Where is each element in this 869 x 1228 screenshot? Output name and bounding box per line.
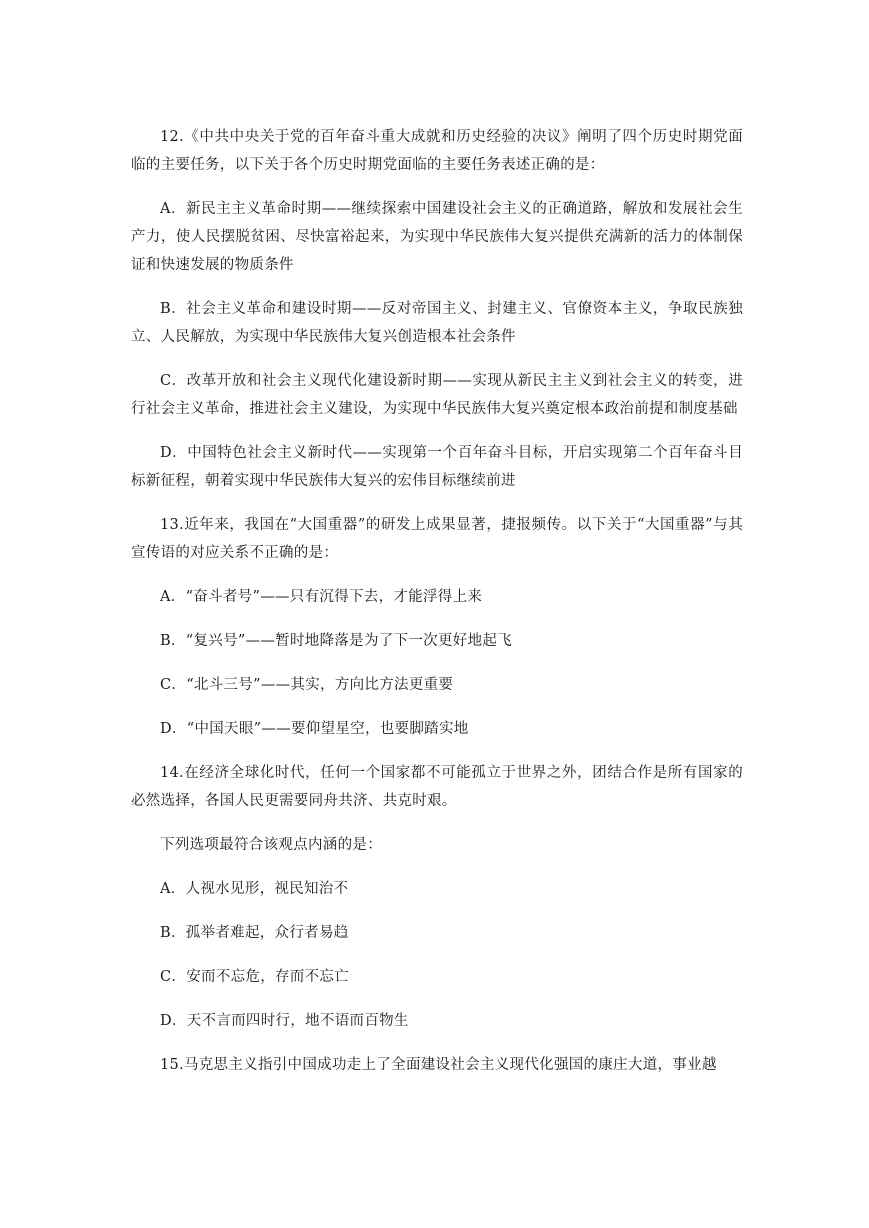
question-12-option-d: D．中国特色社会主义新时代——实现第一个百年奋斗目标，开启实现第二个百年奋斗目标新征程，朝着实现中华民族伟大复兴的宏伟目标继续前进: [131, 445, 743, 489]
question-14-option-c: C．安而不忘危，存而不忘亡: [160, 969, 349, 985]
question-13-stem: 13.近年来，我国在“大国重器”的研发上成果显著，捷报频传。以下关于“大国重器”与其宣传语的对应关系不正确的是：: [131, 517, 743, 561]
question-13-option-c: C．“北斗三号”——其实，方向比方法更重要: [160, 677, 454, 693]
question-14-option-b: B．孤举者难起，众行者易趋: [160, 925, 349, 941]
question-13-option-b: B．“复兴号”——暂时地降落是为了下一次更好地起飞: [160, 633, 512, 649]
question-14-sub-prompt: 下列选项最符合该观点内涵的是：: [160, 837, 382, 853]
question-12-option-b: B．社会主义革命和建设时期——反对帝国主义、封建主义、官僚资本主义，争取民族独立、人民解放，为实现中华民族伟大复兴创造根本社会条件: [131, 301, 743, 345]
question-12-stem: 12.《中共中央关于党的百年奋斗重大成就和历史经验的决议》阐明了四个历史时期党面临的主要任务，以下关于各个历史时期党面临的主要任务表述正确的是：: [131, 129, 743, 173]
question-14-option-d: D．天不言而四时行，地不语而百物生: [160, 1013, 409, 1029]
question-13-option-d: D．“中国天眼”——要仰望星空，也要脚踏实地: [160, 721, 469, 737]
question-14-option-a: A．人视水见形，视民知治不: [160, 881, 349, 897]
question-12-option-a: A．新民主主义革命时期——继续探索中国建设社会主义的正确道路，解放和发展社会生产力，使人民摆脱贫困、尽快富裕起来，为实现中华民族伟大复兴提供充满新的活力的体制保证和快速发展的物质条件: [131, 201, 743, 273]
question-12-option-c: C．改革开放和社会主义现代化建设新时期——实现从新民主主义到社会主义的转变，进行社会主义革命，推进社会主义建设，为实现中华民族伟大复兴奠定根本政治前提和制度基础: [131, 373, 743, 417]
question-13-option-a: A．“奋斗者号”——只有沉得下去，才能浮得上来: [160, 589, 483, 605]
question-14-stem: 14.在经济全球化时代，任何一个国家都不可能孤立于世界之外，团结合作是所有国家的必然选择，各国人民更需要同舟共济、共克时艰。: [131, 765, 743, 809]
document-content: [131, 123, 743, 1095]
question-15-stem: 15.马克思主义指引中国成功走上了全面建设社会主义现代化强国的康庄大道，事业越: [160, 1057, 717, 1073]
